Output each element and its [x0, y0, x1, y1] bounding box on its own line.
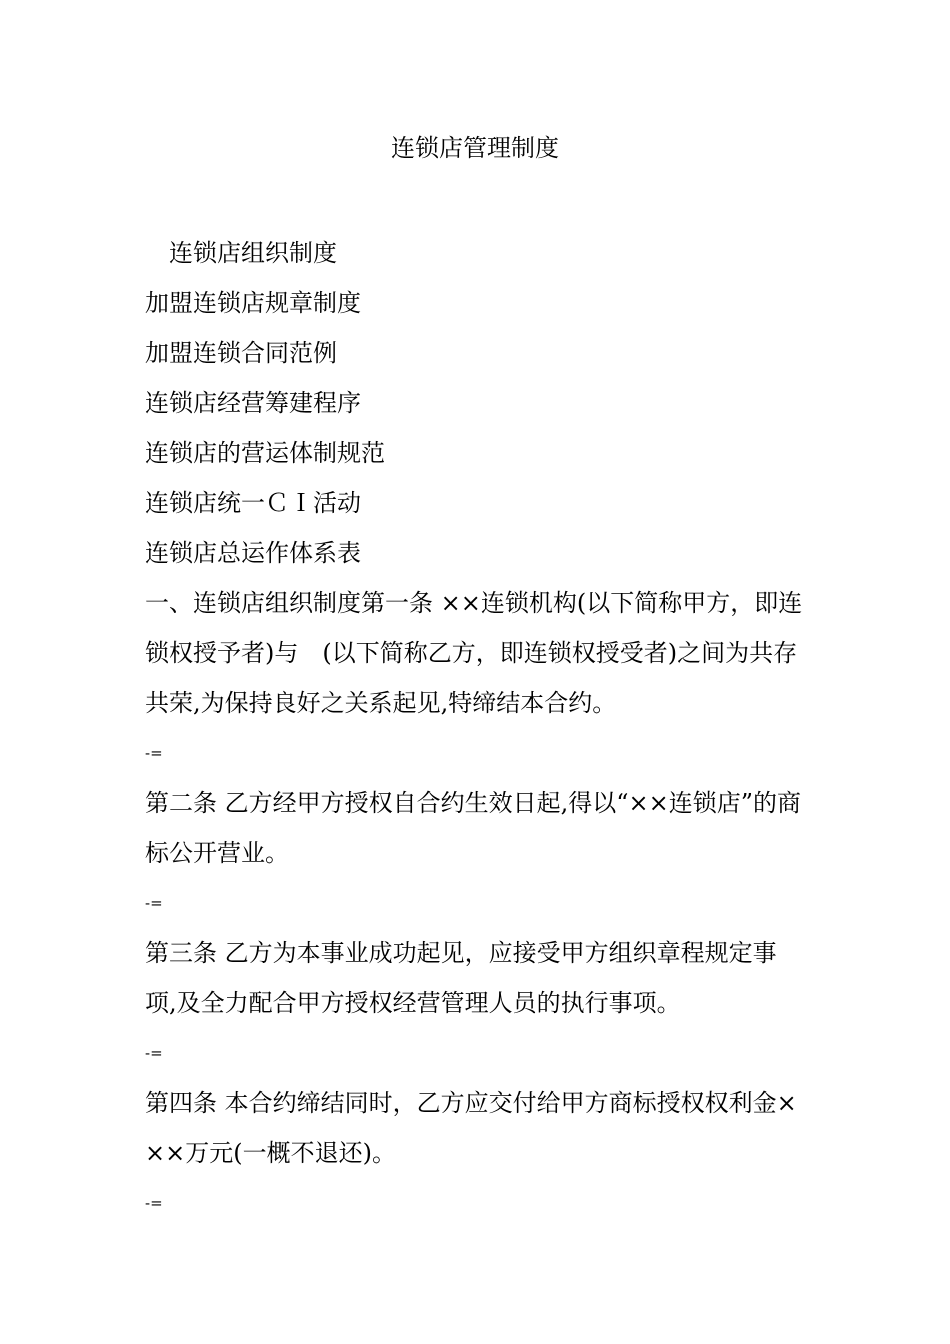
separator-mark: -= — [145, 1044, 163, 1062]
article-paragraph: 第四条 本合约缔结同时，乙方应交付给甲方商标授权权利金×××万元(一概不退还)。 — [145, 1089, 797, 1167]
article-paragraph: 第二条 乙方经甲方授权自合约生效日起,得以“××连锁店”的商标公开营业。 — [145, 789, 802, 867]
separator-mark: -= — [145, 894, 163, 912]
separator-mark: -= — [145, 744, 163, 762]
document-title: 连锁店管理制度 — [391, 134, 559, 162]
document-body — [145, 228, 805, 1228]
toc-item: 加盟连锁店规章制度 — [145, 289, 361, 317]
toc-item: 连锁店组织制度 — [169, 239, 337, 267]
toc-item: 连锁店的营运体制规范 — [145, 439, 385, 467]
article-paragraph: 第三条 乙方为本事业成功起见，应接受甲方组织章程规定事项,及全力配合甲方授权经营管理人员的执行事项。 — [145, 939, 777, 1017]
toc-item: 加盟连锁合同范例 — [145, 339, 337, 367]
separator-mark: -= — [145, 1194, 163, 1212]
toc-item: 连锁店经营筹建程序 — [145, 389, 361, 417]
article-paragraph: 一、连锁店组织制度第一条 ××连锁机构(以下简称甲方，即连锁权授予者)与 (以下简称乙方，即连锁权授受者)之间为共存共荣,为保持良好之关系起见,特缔结本合约。 — [145, 589, 803, 717]
toc-item: 连锁店统一ＣＩ活动 — [145, 489, 361, 517]
toc-item: 连锁店总运作体系表 — [145, 539, 361, 567]
